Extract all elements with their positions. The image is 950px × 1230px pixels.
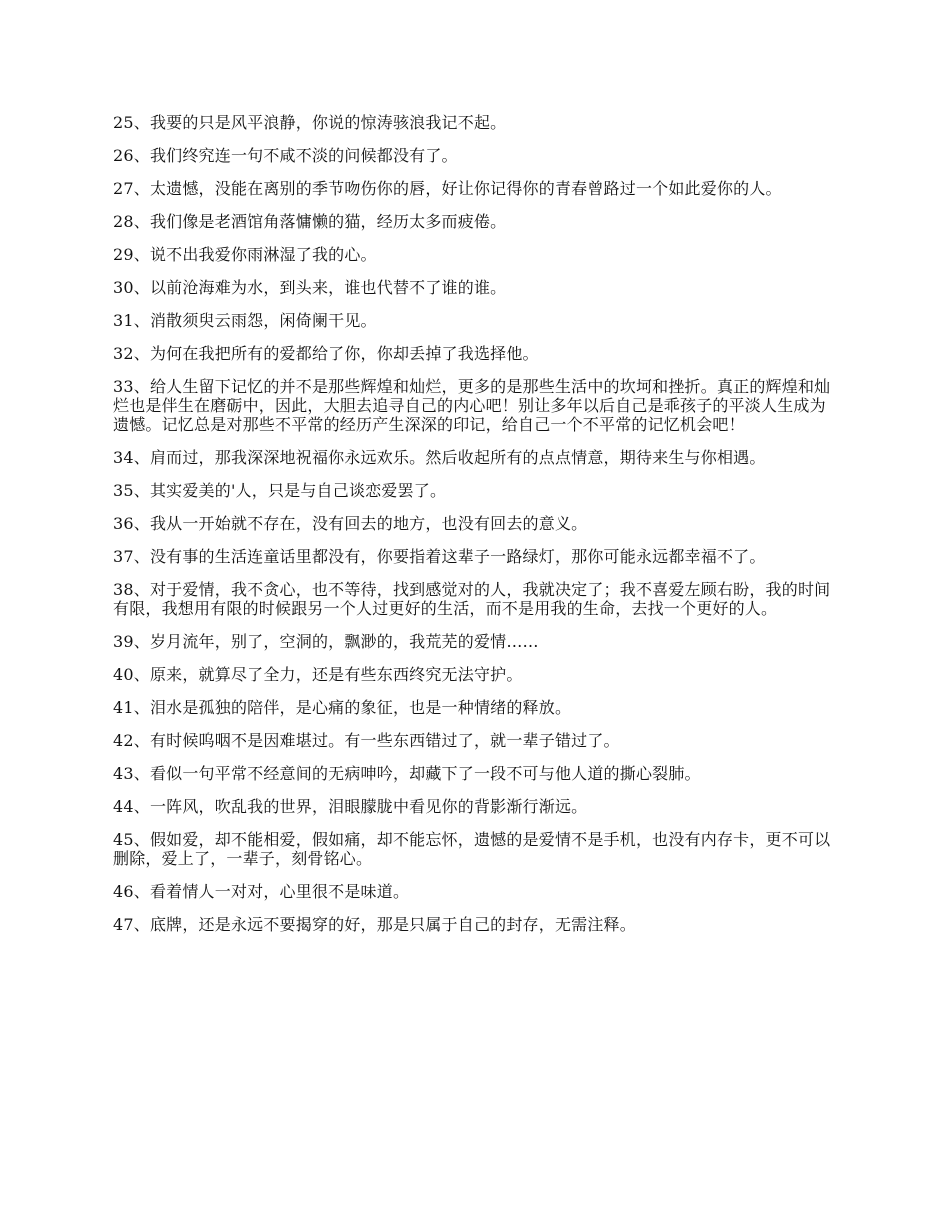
paragraph-38: 38、对于爱情，我不贪心，也不等待，找到感觉对的人，我就决定了；我不喜爱左顾右盼，我的时间有限，我想用有限的时候跟另一个人过更好的生活，而不是用我的生命，去找一个更好的人。	[113, 580, 831, 618]
paragraph-47: 47、底牌，还是永远不要揭穿的好，那是只属于自己的封存，无需注释。	[113, 915, 636, 934]
paragraph-36: 36、我从一开始就不存在，没有回去的地方，也没有回去的意义。	[113, 514, 588, 533]
paragraph-39: 39、岁月流年，别了，空洞的，飘渺的，我荒芜的爱情……	[113, 632, 539, 651]
paragraph-43: 43、看似一句平常不经意间的无病呻吟，却藏下了一段不可与他人道的撕心裂肺。	[113, 764, 701, 783]
paragraph-44: 44、一阵风，吹乱我的世界，泪眼朦胧中看见你的背影渐行渐远。	[113, 797, 588, 816]
paragraph-40: 40、原来，就算尽了全力，还是有些东西终究无法守护。	[113, 665, 523, 684]
paragraph-25: 25、我要的只是风平浪静，你说的惊涛骇浪我记不起。	[113, 113, 507, 132]
paragraph-33: 33、给人生留下记忆的并不是那些辉煌和灿烂，更多的是那些生活中的坎坷和挫折。真正的辉煌和灿烂也是伴生在磨砺中，因此，大胆去追寻自己的内心吧！别让多年以后自己是乖孩子的平淡人生成为遗憾。记忆总是对那些不平常的经历产生深深的印记，给自己一个不平常的记忆机会吧！	[113, 377, 831, 434]
paragraph-32: 32、为何在我把所有的爱都给了你，你却丢掉了我选择他。	[113, 344, 539, 363]
paragraph-45: 45、假如爱，却不能相爱，假如痛，却不能忘怀，遗憾的是爱情不是手机，也没有内存卡，更不可以删除，爱上了，一辈子，刻骨铭心。	[113, 830, 831, 868]
paragraph-26: 26、我们终究连一句不咸不淡的问候都没有了。	[113, 146, 458, 165]
paragraph-31: 31、消散须臾云雨怨，闲倚阑干见。	[113, 311, 377, 330]
paragraph-41: 41、泪水是孤独的陪伴，是心痛的象征，也是一种情绪的释放。	[113, 698, 572, 717]
paragraph-34: 34、肩而过，那我深深地祝福你永远欢乐。然后收起所有的点点情意，期待来生与你相遇。	[113, 448, 766, 467]
paragraph-37: 37、没有事的生活连童话里都没有，你要指着这辈子一路绿灯，那你可能永远都幸福不了。	[113, 547, 766, 566]
paragraph-35: 35、其实爱美的'人，只是与自己谈恋爱罢了。	[113, 481, 447, 500]
paragraph-28: 28、我们像是老酒馆角落慵懒的猫，经历太多而疲倦。	[113, 212, 507, 231]
paragraph-27: 27、太遗憾，没能在离别的季节吻伤你的唇，好让你记得你的青春曾路过一个如此爱你的人。	[113, 179, 782, 198]
document-page	[113, 113, 841, 948]
paragraph-46: 46、看着情人一对对，心里很不是味道。	[113, 882, 410, 901]
paragraph-29: 29、说不出我爱你雨淋湿了我的心。	[113, 245, 377, 264]
paragraph-42: 42、有时候呜咽不是因难堪过。有一些东西错过了，就一辈子错过了。	[113, 731, 620, 750]
paragraph-30: 30、以前沧海难为水，到头来，谁也代替不了谁的谁。	[113, 278, 507, 297]
